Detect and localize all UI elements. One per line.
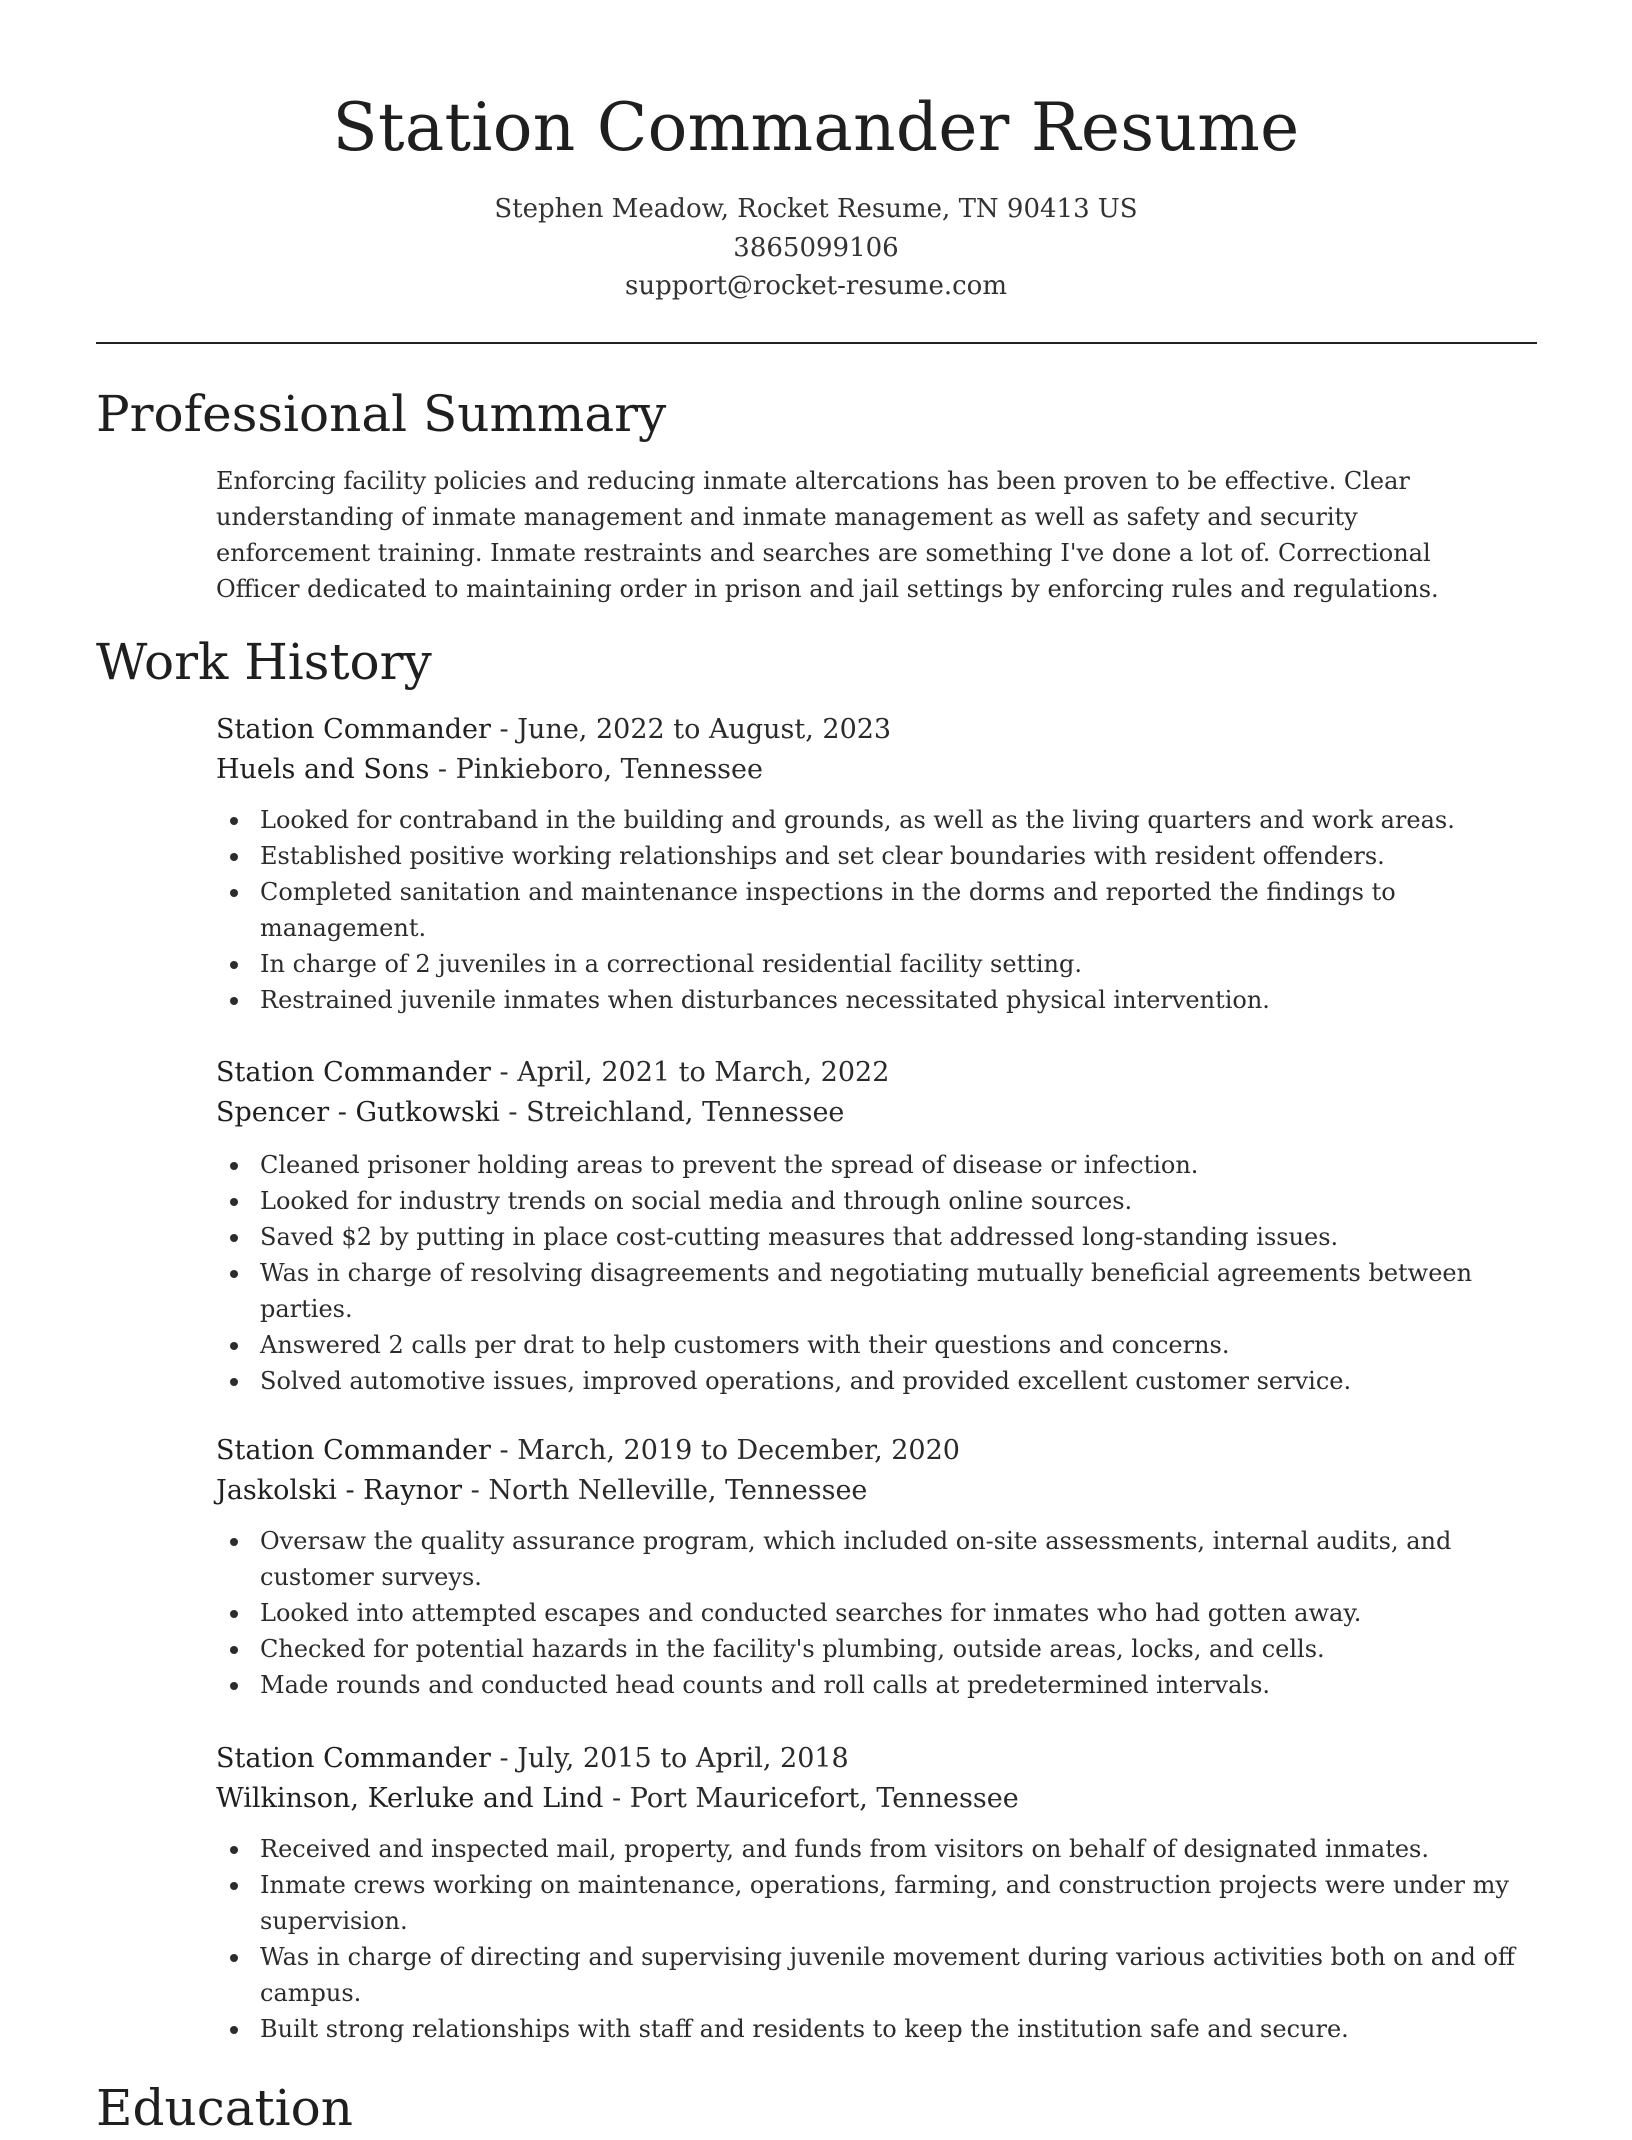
job-title-line	[216, 1431, 1540, 1471]
bullet-dot-icon	[230, 1198, 238, 1206]
job-bullet: Restrained juvenile inmates when disturbances necessitated physical intervention.	[216, 982, 1540, 1018]
bullet-dot-icon	[230, 1846, 238, 1854]
job-title: Station Commander	[216, 714, 491, 745]
job-title-line	[216, 1739, 1540, 1779]
job-entry	[216, 710, 1540, 1018]
bullet-dot-icon	[230, 889, 238, 897]
resume-title: Station Commander Resume	[332, 89, 1300, 166]
job-company: Huels and Sons	[216, 754, 430, 785]
bullet-dot-icon	[230, 1682, 238, 1690]
job-location: - Streichland, Tennessee	[499, 1097, 845, 1128]
bullet-dot-icon	[230, 961, 238, 969]
job-location: - Pinkieboro, Tennessee	[429, 754, 763, 785]
bullet-dot-icon	[230, 1234, 238, 1242]
job-dates: - March, 2019 to December, 2020	[490, 1435, 960, 1466]
education-heading: Education	[96, 2079, 353, 2137]
job-bullet-list	[216, 802, 1540, 1018]
job-bullet: Completed sanitation and maintenance inspections in the dorms and reported the findings to management.	[216, 874, 1540, 946]
job-company-line	[216, 1471, 1540, 1511]
job-bullet: Answered 2 calls per drat to help customers with their questions and concerns.	[216, 1327, 1540, 1363]
job-bullet: Received and inspected mail, property, and funds from visitors on behalf of designated inmates.	[216, 1831, 1540, 1867]
job-bullet-list	[216, 1147, 1540, 1399]
job-company-line	[216, 1779, 1540, 1819]
bullet-dot-icon	[230, 1538, 238, 1546]
job-entry	[216, 1431, 1540, 1703]
job-location: - Port Mauricefort, Tennessee	[603, 1783, 1019, 1814]
contact-address: Stephen Meadow, Rocket Resume, TN 90413 US	[494, 194, 1138, 224]
contact-email: support@rocket-resume.com	[624, 271, 1007, 301]
job-bullet: Established positive working relationships and set clear boundaries with resident offenders.	[216, 838, 1540, 874]
bullet-dot-icon	[230, 997, 238, 1005]
bullet-dot-icon	[230, 1342, 238, 1350]
bullet-dot-icon	[230, 1882, 238, 1890]
job-company: Wilkinson, Kerluke and Lind	[216, 1783, 604, 1814]
job-dates: - June, 2022 to August, 2023	[490, 714, 892, 745]
job-bullet: Looked into attempted escapes and conducted searches for inmates who had gotten away.	[216, 1595, 1540, 1631]
job-bullet: Looked for contraband in the building and grounds, as well as the living quarters and work areas.	[216, 802, 1540, 838]
job-bullet-list	[216, 1831, 1540, 2047]
job-bullet: Looked for industry trends on social media and through online sources.	[216, 1183, 1540, 1219]
job-bullet: Was in charge of directing and supervising juvenile movement during various activities both on and off campus.	[216, 1939, 1540, 2011]
job-company: Jaskolski - Raynor	[216, 1475, 463, 1506]
bullet-dot-icon	[230, 1378, 238, 1386]
job-dates: - July, 2015 to April, 2018	[490, 1743, 849, 1774]
professional-summary-text: Enforcing facility policies and reducing inmate altercations has been proven to be effective. Clear understanding of inmate management and inmate management as well as safety and security enforcement training. Inmate restraints and searches are something I've done a lot of. Correctional Officer dedicated to maintaining order in prison and jail settings by enforcing rules and regulations.	[216, 467, 1439, 603]
work-history-heading: Work History	[96, 633, 432, 691]
job-title: Station Commander	[216, 1057, 491, 1088]
job-bullet-list	[216, 1523, 1540, 1703]
job-bullet: Built strong relationships with staff and residents to keep the institution safe and secure.	[216, 2011, 1540, 2047]
job-bullet: Saved $2 by putting in place cost-cutting measures that addressed long-standing issues.	[216, 1219, 1540, 1255]
job-bullet: Was in charge of resolving disagreements and negotiating mutually beneficial agreements between parties.	[216, 1255, 1540, 1327]
job-title-line	[216, 1053, 1540, 1093]
job-bullet: Oversaw the quality assurance program, which included on-site assessments, internal audits, and customer surveys.	[216, 1523, 1540, 1595]
professional-summary-heading: Professional Summary	[96, 385, 667, 443]
job-bullet: Cleaned prisoner holding areas to prevent the spread of disease or infection.	[216, 1147, 1540, 1183]
job-company-line	[216, 1093, 1540, 1133]
header-divider	[96, 342, 1537, 344]
job-bullet: In charge of 2 juveniles in a correctional residential facility setting.	[216, 946, 1540, 982]
job-dates: - April, 2021 to March, 2022	[490, 1057, 890, 1088]
bullet-dot-icon	[230, 1270, 238, 1278]
job-company: Spencer - Gutkowski	[216, 1097, 500, 1128]
bullet-dot-icon	[230, 853, 238, 861]
job-bullet: Made rounds and conducted head counts and roll calls at predetermined intervals.	[216, 1667, 1540, 1703]
bullet-dot-icon	[230, 1954, 238, 1962]
job-bullet: Solved automotive issues, improved operations, and provided excellent customer service.	[216, 1363, 1540, 1399]
job-entry	[216, 1739, 1540, 2047]
job-title: Station Commander	[216, 1743, 491, 1774]
job-bullet: Inmate crews working on maintenance, operations, farming, and construction projects were under my supervision.	[216, 1867, 1540, 1939]
job-bullet: Checked for potential hazards in the facility's plumbing, outside areas, locks, and cells.	[216, 1631, 1540, 1667]
job-location: - North Nelleville, Tennessee	[462, 1475, 868, 1506]
job-entry	[216, 1053, 1540, 1399]
job-company-line	[216, 750, 1540, 790]
contact-phone: 3865099106	[733, 233, 899, 263]
job-title: Station Commander	[216, 1435, 491, 1466]
bullet-dot-icon	[230, 817, 238, 825]
job-title-line	[216, 710, 1540, 750]
bullet-dot-icon	[230, 1610, 238, 1618]
bullet-dot-icon	[230, 1162, 238, 1170]
bullet-dot-icon	[230, 2026, 238, 2034]
bullet-dot-icon	[230, 1646, 238, 1654]
